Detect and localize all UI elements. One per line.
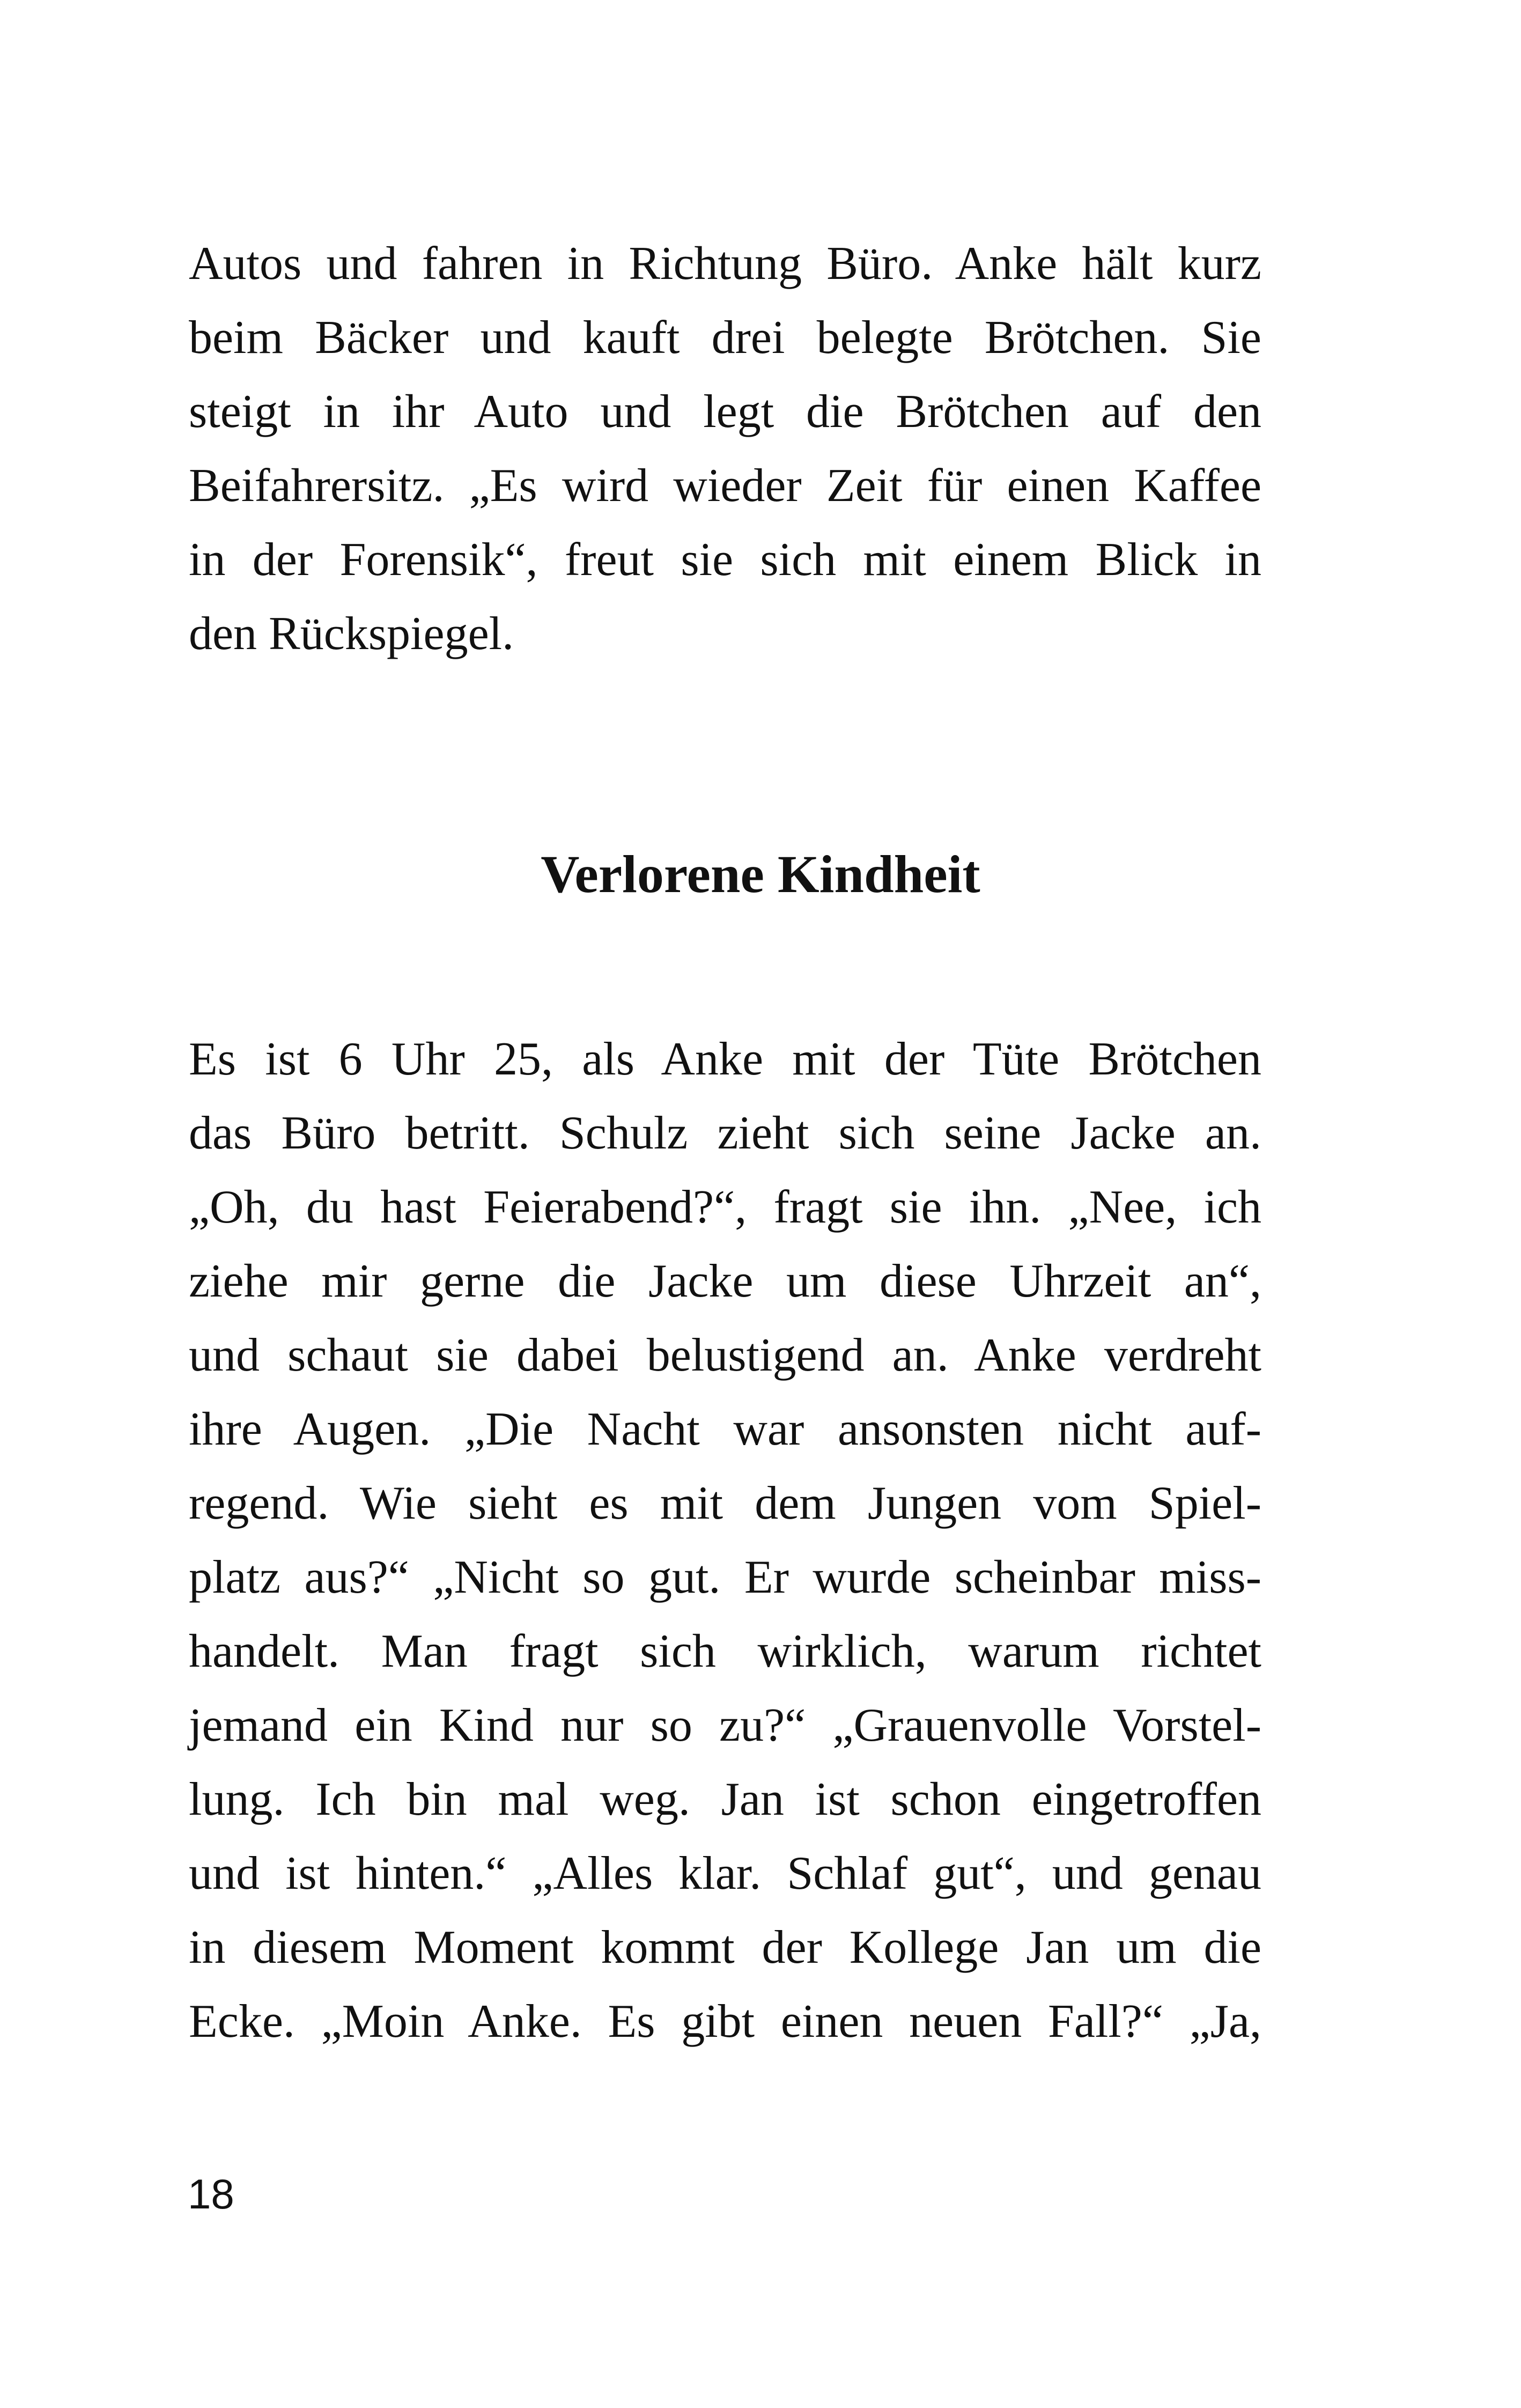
text-line: den Rückspiegel. [189,608,514,660]
text-line: steigt in ihr Auto und legt die Brötchen auf den [189,386,1261,438]
text-line: in diesem Moment kommt der Kollege Jan um die [189,1921,1261,1973]
text-line: handelt. Man fragt sich wirklich, warum richtet [189,1625,1261,1677]
text-line: in der Forensik“, freut sie sich mit einem Blick in [189,534,1261,586]
text-line: Ecke. „Moin Anke. Es gibt einen neuen Fall?“ „Ja, [189,1995,1261,2048]
text-line: ihre Augen. „Die Nacht war ansonsten nicht auf- [189,1403,1261,1455]
text-line: Es ist 6 Uhr 25, als Anke mit der Tüte Brötchen [189,1033,1261,1085]
text-line: ziehe mir gerne die Jacke um diese Uhrzeit an“, [189,1255,1261,1307]
text-line: das Büro betritt. Schulz zieht sich seine Jacke an. [189,1107,1261,1159]
text-line: jemand ein Kind nur so zu?“ „Grauenvolle Vorstel- [189,1699,1261,1751]
text-line: und ist hinten.“ „Alles klar. Schlaf gut“, und genau [189,1847,1261,1899]
text-line: platz aus?“ „Nicht so gut. Er wurde scheinbar miss- [189,1551,1261,1603]
text-line: Beifahrersitz. „Es wird wieder Zeit für einen Kaffee [189,460,1261,512]
text-line: und schaut sie dabei belustigend an. Anke verdreht [189,1329,1261,1381]
text-line: „Oh, du hast Feierabend?“, fragt sie ihn. „Nee, ich [189,1181,1261,1233]
page-number: 18 [188,2170,234,2218]
text-line: regend. Wie sieht es mit dem Jungen vom Spiel- [189,1477,1261,1529]
text-line: lung. Ich bin mal weg. Jan ist schon eingetroffen [189,1773,1261,1825]
text-line: Autos und fahren in Richtung Büro. Anke hält kurz [189,238,1261,290]
chapter-title: Verlorene Kindheit [541,844,980,904]
text-line: beim Bäcker und kauft drei belegte Brötchen. Sie [189,312,1261,364]
